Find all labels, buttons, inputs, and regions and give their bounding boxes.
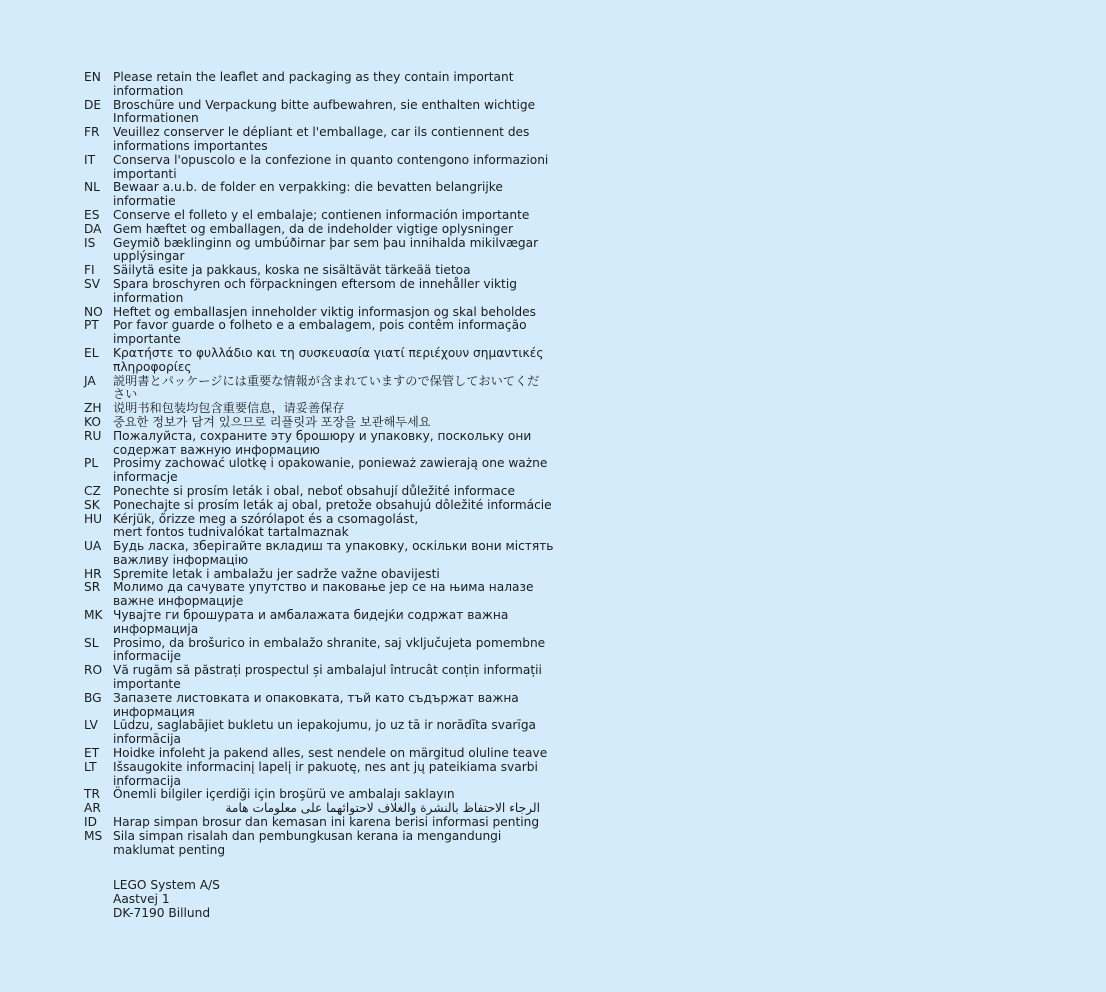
language-notice-text: Gem hæftet og emballagen, da de indeholder vigtige oplysninger [113,221,514,236]
language-code: SK [84,497,100,512]
language-notice-text: Por favor guarde o folheto e a embalagem, pois contêm informação importante [113,318,527,347]
language-notice-text: Bewaar a.u.b. de folder en verpakking: die bevatten belangrijke informatie [113,180,503,209]
language-notice-text: Vă rugăm să păstrați prospectul și ambalajul întrucât conțin informații importante [113,663,542,692]
language-notice-text: Harap simpan brosur dan kemasan ini karena berisi informasi penting [113,815,540,830]
language-code: ZH [84,401,102,416]
language-row-mk [84,609,564,637]
language-row-id [84,816,564,830]
language-row-sk [84,499,564,513]
language-row-pl [84,457,564,485]
language-notice-text: 중요한 정보가 담겨 있으므로 리플릿과 포장을 보관해두세요 [113,414,431,429]
language-row-sv [84,278,564,306]
language-notice-text: Veuillez conserver le dépliant et l'emballage, car ils contiennent des informations importantes [113,125,530,153]
address-street: Aastvej 1 [113,891,170,906]
language-row-da [84,223,564,237]
language-code: MS [84,828,103,843]
language-code: KO [84,414,101,429]
language-notice-text: Spremite letak i ambalažu jer sadrže važne obavijesti [113,566,440,581]
language-row-et [84,747,564,761]
language-row-ja [84,375,564,403]
language-row-ua [84,540,564,568]
language-notice-text: Sila simpan risalah dan pembungkusan kerana ia mengandungi maklumat penting [113,828,502,857]
language-code: HR [84,566,102,581]
language-code: IT [84,152,96,167]
language-notice-text: Säilytä esite ja pakkaus, koska ne sisältävät tärkeää tietoa [113,263,471,278]
language-code: HU [84,511,103,526]
language-row-de [84,99,564,127]
language-notice-text: Broschüre und Verpackung bitte aufbewahren, sie enthalten wichtige Informationen [113,97,536,126]
language-row-tr [84,788,564,802]
language-notice-text: Önemli bilgiler içerdiği için broşürü ve ambalajı saklayın [113,787,455,802]
language-row-fr [84,126,564,154]
language-notice-text: Будь ласка, зберігайте вкладиш та упаковку, оскільки вони містять важливу інформацію [113,539,554,567]
language-notice-text: Heftet og emballasjen inneholder viktig informasjon og skal beholdes [113,304,536,319]
language-row-sl [84,637,564,665]
language-code: ET [84,746,100,761]
language-row-lv [84,719,564,747]
language-notice-text: Ponechajte si prosím leták aj obal, pretože obsahujú dôležité informácie [113,497,552,512]
language-row-ru [84,430,564,458]
language-row-nl [84,181,564,209]
language-notice-text: Молимо да сачувате упутство и паковање јер се на њима налазе важне информације [113,580,534,609]
language-code: NO [84,304,103,319]
language-notice-text: Išsaugokite informacinį lapelį ir pakuotę, nes ant jų pateikiama svarbi informacija [113,759,538,788]
language-code: CZ [84,483,101,498]
language-row-hr [84,568,564,582]
language-notice-text: Conserva l'opuscolo e la confezione in quanto contengono informazioni importanti [113,152,549,181]
language-notice-text: Lūdzu, saglabājiet bukletu un iepakojumu, jo uz tā ir norādīta svarīga informācija [113,718,537,747]
language-notice-text: Geymið bæklinginn og umbúðirnar þar sem þau innihalda mikilvægar upplýsingar [113,235,539,264]
language-code: BG [84,690,102,705]
language-row-ko [84,416,564,430]
address-city: DK-7190 Billund [113,905,211,920]
language-code: TR [84,787,100,802]
language-code: MK [84,608,103,623]
language-row-en [84,71,564,99]
language-code: FI [84,263,95,278]
company-address [113,879,220,921]
language-row-it [84,154,564,182]
language-row-el [84,347,564,375]
language-code: AR [84,801,101,816]
language-notice-text: الرجاء الاحتفاظ بالنشرة والغلاف لاحتوائهما على معلومات هامة [225,801,540,816]
language-code: SR [84,580,101,595]
language-notice-text: Ponechte si prosím leták i obal, neboť obsahují důležité informace [113,483,515,498]
language-row-ms [84,830,564,858]
language-notice-text: 说明书和包装均包含重要信息，请妥善保存 [113,401,345,416]
language-notice-text: Чувајте ги брошурата и амбалажата бидејќи содржат важна информација [113,608,509,636]
language-code: LV [84,718,98,733]
language-notice-text: Kérjük, őrizze meg a szórólapot és a csomagolást, mert fontos tudnivalókat tartalmaznak [113,511,419,540]
language-code: RU [84,428,102,443]
language-code: LT [84,759,97,774]
language-row-is [84,237,564,265]
language-code: RO [84,663,103,678]
language-code: PT [84,318,99,333]
language-notice-text: Prosimo, da brošurico in embalažo shranite, saj vključujeta pomembne informacije [113,635,546,664]
language-notice-text: Пожалуйста, сохраните эту брошюру и упаковку, поскольку они содержат важную информацию [113,428,532,457]
language-code: JA [84,373,96,388]
language-code: IS [84,235,96,250]
language-row-hu [84,513,564,541]
language-row-pt [84,319,564,347]
language-notice-text: 説明書とパッケージには重要な情報が含まれていますので保管しておいてくだ さい [113,373,540,402]
address-company: LEGO System A/S [113,878,220,892]
language-code: ID [84,815,97,830]
language-notice-text: Κρατήστε το φυλλάδιο και τη συσκευασία γιατί περιέχουν σημαντικές πληροφορίες [113,345,544,374]
language-row-sr [84,581,564,609]
language-row-cz [84,485,564,499]
language-notice-list [84,71,564,857]
language-code: ES [84,207,100,222]
language-row-ro [84,664,564,692]
language-row-fi [84,264,564,278]
language-row-ar [84,802,564,816]
language-code: FR [84,125,100,140]
language-row-bg [84,692,564,720]
language-code: EL [84,345,99,360]
language-notice-text: Spara broschyren och förpackningen eftersom de innehåller viktig information [113,276,517,305]
language-row-es [84,209,564,223]
language-notice-text: Please retain the leaflet and packaging as they contain important information [113,70,514,98]
language-code: UA [84,539,102,554]
language-code: DE [84,97,102,112]
language-code: SV [84,276,101,291]
language-row-lt [84,761,564,789]
language-code: PL [84,456,99,471]
language-notice-text: Hoidke infoleht ja pakend alles, sest nendele on märgitud oluline teave [113,746,548,761]
language-code: EN [84,70,101,84]
language-notice-text: Conserve el folleto y el embalaje; contienen información importante [113,207,530,222]
language-notice-text: Запазете листовката и опаковката, тъй като съдържат важна информация [113,690,519,719]
language-row-zh [84,402,564,416]
language-code: NL [84,180,100,195]
language-row-no [84,306,564,320]
language-code: DA [84,221,102,236]
language-notice-text: Prosimy zachować ulotkę i opakowanie, ponieważ zawierają one ważne informacje [113,456,548,485]
language-code: SL [84,635,99,650]
